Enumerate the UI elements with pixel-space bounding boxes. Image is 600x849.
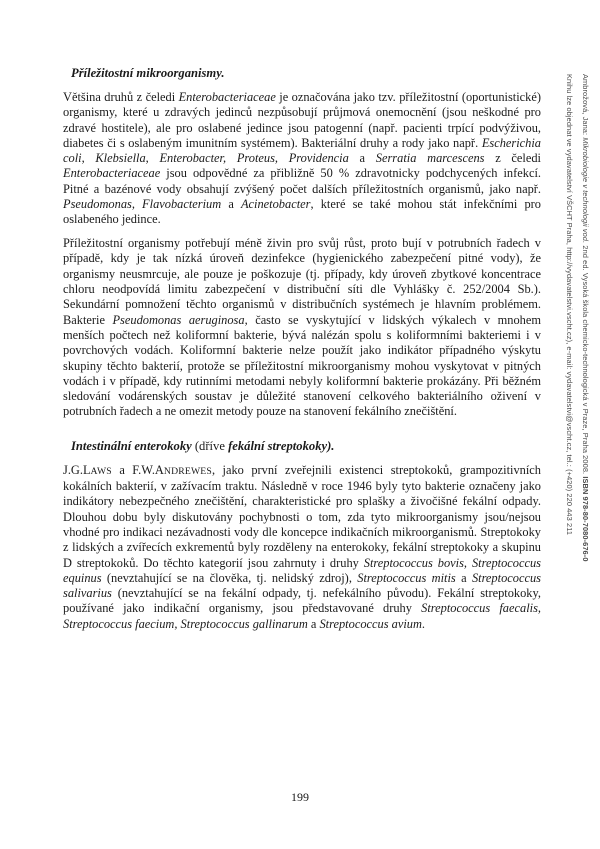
citation-line-order-info: Knihu lze objednat ve vydavatelství VŠCHT Praha, http://vydavatelstvi.vscht.cz), e-mail: vydavatelstvi@vscht.cz, tel.: (+420) 220 443 211 (565, 74, 574, 536)
paragraph-enterobacteriaceae: Většina druhů z čeledi Enterobacteriaceae je označována jako tzv. příležitostní (oportunistické) organismy, které u zdravých jedinců nezpůsobují průjmová onemocnění (jsou neškodné pro zdravé hostitele), ale pro oslabené jedince jsou patogenní (např. pacienti trpící podvýživou, diabetes či s oslabeným imunitním systémem). Bakteriální druhy a rody jako např. Escherichia coli, Klebsiella, Enterobacter, Proteus, Providencia a Serratia marcescens z čeledi Enterobacteriaceae jsou odpovědné za přibližně 50 % zdravotnicky podchycených infekcí. Pitné a bazénové vody obsahují zvýšený počet dalších příležitostních organismů, jako např. Pseudomonas, Flavobacterium a Acinetobacter, které se také mohou stát infekčními pro oslabeného jedince. (63, 90, 541, 227)
vertical-citation (561, 74, 593, 594)
main-text-column (63, 66, 541, 641)
paragraph-opportunistic-growth: Příležitostní organismy potřebují méně živin pro svůj růst, proto bují v potrubních řadech v případě, kdy je tak nízká úroveň dezinfekce (hygienického zabezpečení pitné vody), že organismy neusmrcuje, ale pouze je poškozuje (tj. případy, kdy úroveň zbytkové koncentrace chloru neodpovídá limitu zabezpečení v distribuční síti dle Vyhlášky č. 252/2004 Sb.). Sekundární pomnožení těchto organismů v distribučních systémech je hlavním problémem. Bakterie Pseudomonas aeruginosa, často se vyskytující v lidských výkalech v mnohem menších počtech než koliformní bakterie, bývá nalézán spolu s koliformními bakteriemi i v povrchových vodách. Koliformní bakterie nelze použít jako indikátor případného výskytu skupiny těchto bakterií, protože se příležitostní mikroorganismy mohou vyskytovat v pitných vodách i v případě, kdy rutinními metodami nebyly koliformní bakterie prokázány. Při běžném sledování vodárenských soustav je důležité stanovení celkového bakteriálního oživení v potrubních řadech a ne omezit metody pouze na stanovení fekálního znečištění. (63, 236, 542, 419)
section-heading-opportunistic-microorganisms: Příležitostní mikroorganismy. (71, 66, 225, 80)
section-heading-intestinal-enterococci: Intestinální enterokoky (dříve fekální streptokoky). (71, 438, 335, 453)
page-number: 199 (291, 790, 309, 804)
citation-line-book-reference: Ambrožová, Jana: Mikrobiologie v technologii vod. 2nd ed. Vysoká škola chemicko-technologická v Praze, Praha 2008. ISBN 978-80-7080-676-0 (581, 74, 590, 562)
paragraph-streptococci: J.G.LAWS a F.W.ANDREWES, jako první zveřejnili existenci streptokoků, grampozitivních kokálních bakterií, v zažívacím traktu. Následně v roce 1946 byly tyto bakterie označeny jako indikátory nebezpečného znečištění, charakteristické pro splašky a živočišné fekální odpady. Dlouhou dobu byly diskutovány pochybnosti o tom, zda tyto mikroorganismy jsou/nejsou vhodné pro indikaci nezávadnosti vody dle koncepce indikačních mikroorganismů. Streptokoky z lidských a zvířecích exkrementů byly rozděleny na enterokoky, fekální streptokoky a skupinu D streptokoků. Do těchto kategorií jsou zahrnuty i druhy Streptococcus bovis, Streptococcus equinus (nevztahující se na člověka, tj. nelidský zdroj), Streptococcus mitis a Streptococcus salivarius (nevztahující se na fekální odpady, tj. nefekálního původu). Fekální streptokoky, používané jako indikační organismy, jsou představované druhy Streptococcus faecalis, Streptococcus faecium, Streptococcus gallinarum a Streptococcus avium. (63, 462, 542, 631)
